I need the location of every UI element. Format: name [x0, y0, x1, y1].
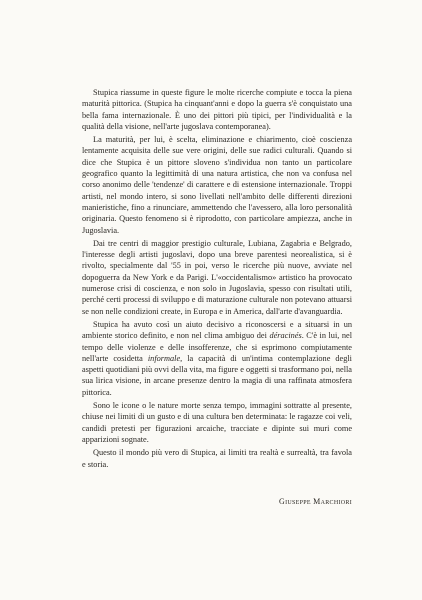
- paragraph-1: Stupica riassume in queste figure le molte ricerche compiute e tocca la piena maturità pittorica. (Stupica ha cinquant'anni e dopo la guerra s'è conquistato una bella fama internazionale. È uno dei pittori più tipici, per l'individualità e la qualità della visione, nell'arte jugoslava contemporanea).: [82, 88, 352, 131]
- paragraph-3: Dai tre centri di maggior prestigio culturale, Lubiana, Zagabria e Belgrado, l'interesse degli artisti jugoslavi, dopo una breve parentesi neorealistica, si è rivolto, specialmente dal '55 in poi, verso le ricerche più nuove, avviate nel dopoguerra da New York e da Parigi. L'«occidentalismo» artistico ha provocato numerose crisi di coscienza, e non solo in Jugoslavia, spesso con risultati utili, perché certi processi di sviluppo e di maturazione culturale non potevano attuarsi se non nelle condizioni create, in Europa e in America, dall'arte d'avanguardia.: [82, 238, 352, 316]
- paragraph-6: Questo il mondo più vero di Stupica, ai limiti tra realtà e surrealtà, tra favola e storia.: [82, 448, 352, 469]
- paragraph-2: La maturità, per lui, è scelta, eliminazione e chiarimento, cioè coscienza lentamente acquisita delle sue vere origini, delle sue radici culturali. Quando si dice che Stupica è un pittore sloveno s'individua non tanto un particolare geografico quanto la legittimità di una natura artistica, che non va confusa nel corso anonimo delle 'tendenze' di carattere e di estensione internazionale. Troppi artisti, nel mondo intero, si sono livellati nell'ambito delle differenti direzioni manieristiche, fino a rinunciare, ammettendo che l'avessero, alla loro personalità originaria. Questo fenomeno si è riprodotto, con particolare ampiezza, anche in Jugoslavia.: [82, 135, 352, 235]
- paragraph-4: Stupica ha avuto così un aiuto decisivo a riconoscersi e a situarsi in un ambiente storico definito, e non nel clima ambiguo dei déracinés. C'è in lui, nel tempo delle violenze e delle insofferenze, che si esprimono compiutamente nell'arte cosidetta informale, la capacità di un'intima contemplazione degli aspetti quotidiani più ovvi della vita, ma figure e oggetti si trasformano poi, nella sua lirica visione, in arcane presenze dentro la magia di una raffinata atmosfera pittorica.: [82, 319, 352, 397]
- author-signature: Giuseppe Marchiori: [279, 497, 352, 506]
- paragraph-5: Sono le icone o le nature morte senza tempo, immagini sottratte al presente, chiuse nei limiti di un gusto e di una cultura ben determinata: le ragazze coi veli, candidi pretesti per figurazioni arcaiche, tracciate e dipinte sui muri come apparizioni sognate.: [82, 401, 352, 444]
- article-body: [82, 87, 352, 470]
